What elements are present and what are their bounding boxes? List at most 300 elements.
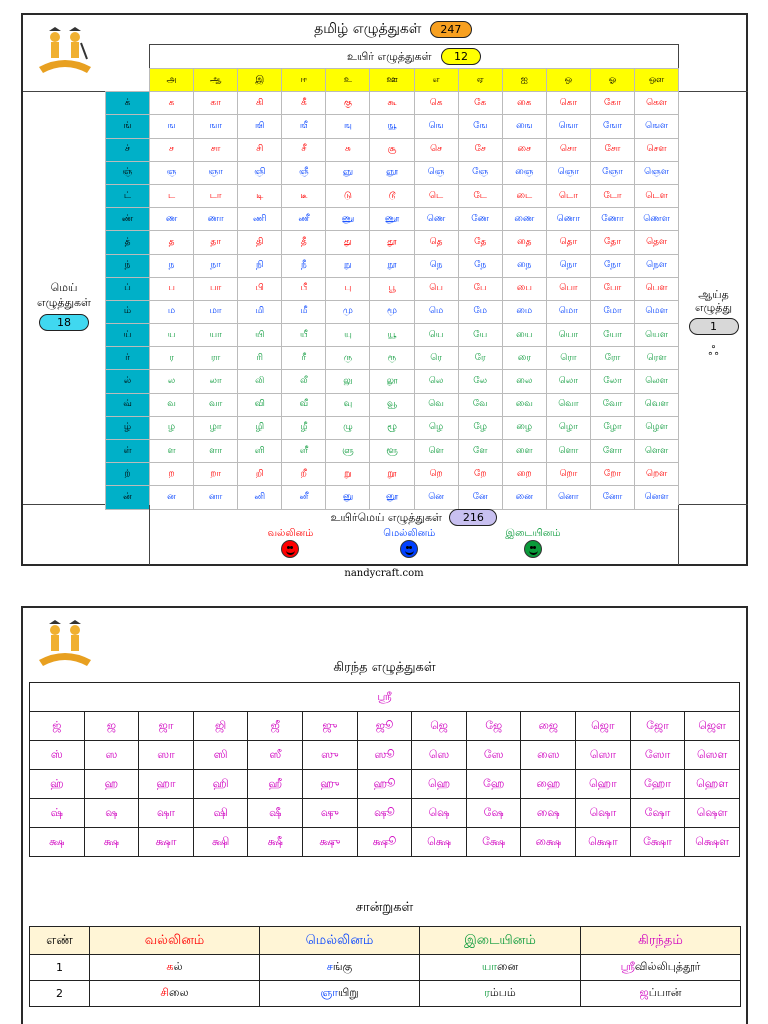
letter-cell: ரு [326,347,370,370]
letter-cell: யௌ [635,324,679,347]
example-highlight: யா [481,960,498,973]
grantha-cell: ஷை [521,799,576,828]
grantha-grid [29,682,740,857]
letter-cell: ரொ [546,347,590,370]
letter-cell: யொ [546,324,590,347]
grantha-cell: ஜூ [357,712,412,741]
grantha-cell: ஜே [466,712,521,741]
letter-cell: டோ [590,184,634,207]
letter-cell: சீ [282,138,326,161]
example-highlight: க [166,960,174,973]
letter-cell: மா [194,300,238,323]
example-word [581,955,741,981]
consonant-row [106,416,679,439]
letter-cell: டீ [282,184,326,207]
grantha-title: கிரந்த எழுத்துகள் [333,660,436,675]
letter-cell: கூ [370,92,414,115]
letter-cell: ழை [502,416,546,439]
consonant-cell: ள் [106,440,150,463]
letter-cell: நூ [370,254,414,277]
letter-cell: னீ [282,486,326,509]
combined-count-badge: 216 [449,509,497,526]
consonant-row [106,463,679,486]
letter-cell: ஞ [150,161,194,184]
letter-cell: ளா [194,440,238,463]
example-rest: ங்கு [332,960,353,973]
example-highlight: ஜ [639,986,649,999]
grantha-cell: ஷூ [357,799,412,828]
letter-cell: னே [458,486,502,509]
chart-title: தமிழ் எழுத்துகள் [314,21,422,37]
letter-cell: மோ [590,300,634,323]
legend-item [505,528,560,558]
letter-cell: ஙி [238,115,282,138]
letter-cell: றெ [414,463,458,486]
grantha-cell: ஜோ [630,712,685,741]
letter-cell: யெ [414,324,458,347]
grantha-cell: ஷ் [30,799,85,828]
letter-cell: ழௌ [635,416,679,439]
letter-cell: நை [502,254,546,277]
letter-cell: றூ [370,463,414,486]
grantha-cell: ஷோ [630,799,685,828]
letter-cell: ணூ [370,208,414,231]
letter-cell: ல [150,370,194,393]
letter-cell: ளை [502,440,546,463]
site-footer: nandycraft.com [344,568,424,579]
letter-cell: டூ [370,184,414,207]
consonant-row [106,115,679,138]
smiley-icon [400,540,418,558]
consonant-row [106,161,679,184]
letter-cell: கெ [414,92,458,115]
letter-cell: வை [502,393,546,416]
grantha-cell: ஹ் [30,770,85,799]
letter-cell: டு [326,184,370,207]
letter-cell: சா [194,138,238,161]
letter-cell: ணோ [590,208,634,231]
vowel-header: ஓ [590,69,634,92]
grantha-cell: ஹா [139,770,194,799]
letter-cell: றி [238,463,282,486]
letter-cell: சூ [370,138,414,161]
grantha-cell: ஹூ [357,770,412,799]
letter-cell: ஞௌ [635,161,679,184]
chart-title-row [293,21,493,39]
letter-cell: ளொ [546,440,590,463]
grantha-sri-cell: ஸ்ரீ [30,683,740,712]
grantha-cell: ஸீ [248,741,303,770]
grantha-cell: ஸொ [576,741,631,770]
letter-cell: ளோ [590,440,634,463]
letter-cell: று [326,463,370,486]
letter-cell: ஙா [194,115,238,138]
letter-cell: மே [458,300,502,323]
letter-cell: தொ [546,231,590,254]
grantha-cell: ஷெ [412,799,467,828]
letter-cell: தௌ [635,231,679,254]
letter-cell: ச [150,138,194,161]
letter-cell: ண [150,208,194,231]
grantha-cell: ஸை [521,741,576,770]
grantha-cell: ஹொ [576,770,631,799]
vowel-header: உ [326,69,370,92]
letter-cell: பெ [414,277,458,300]
letter-cell: தி [238,231,282,254]
examples-table [29,926,741,1007]
letter-cell: ஞே [458,161,502,184]
examples-header: வல்லினம் [90,927,260,955]
letter-cell: ளு [326,440,370,463]
example-word [90,981,260,1007]
example-word [260,955,420,981]
grantha-cell: க்ஷூ [357,828,412,857]
example-rest: லை [169,986,189,999]
letter-cell: கொ [546,92,590,115]
letter-cell: தெ [414,231,458,254]
grantha-cell: ஷு [303,799,358,828]
example-word [90,955,260,981]
consonant-row [106,347,679,370]
letter-cell: மி [238,300,282,323]
grantha-cell: ஜு [303,712,358,741]
example-highlight: ச [326,960,333,973]
consonant-row [106,277,679,300]
consonant-row [106,393,679,416]
vowel-header: ஈ [282,69,326,92]
example-rest: ப்பான் [648,986,682,999]
grantha-cell: க்ஷா [139,828,194,857]
grantha-cell: ஹௌ [685,770,740,799]
combined-section [149,505,679,565]
letter-cell: த [150,231,194,254]
letter-cell: ரீ [282,347,326,370]
vowels-heading [149,44,679,68]
letter-cell: ப [150,277,194,300]
letter-cell: லை [502,370,546,393]
legend-item [267,528,313,558]
examples-header: இடையினம் [420,927,581,955]
grantha-cell: ஜா [139,712,194,741]
letter-cell: சை [502,138,546,161]
letter-cell: டெ [414,184,458,207]
grantha-cell: க்ஷ [30,828,85,857]
letter-cell: பௌ [635,277,679,300]
grantha-cell: ஜொ [576,712,631,741]
letter-cell: ழூ [370,416,414,439]
grantha-cell: ஸெ [412,741,467,770]
letter-cell: ழு [326,416,370,439]
example-highlight: சி [160,986,170,999]
letter-cell: ஙு [326,115,370,138]
consonant-cell: ம் [106,300,150,323]
example-rest: ல் [173,960,183,973]
letter-cell: வே [458,393,502,416]
nandycraft-logo [33,23,97,75]
consonant-cell: ர் [106,347,150,370]
letter-cell: சே [458,138,502,161]
letter-cell: யே [458,324,502,347]
letter-cell: ஙொ [546,115,590,138]
letter-cell: ணொ [546,208,590,231]
grantha-cell: ஷ [84,799,139,828]
letter-cell: றௌ [635,463,679,486]
letter-cell: பொ [546,277,590,300]
letter-cell: து [326,231,370,254]
letter-cell: பூ [370,277,414,300]
letter-cell: ஞூ [370,161,414,184]
letter-cell: ழ [150,416,194,439]
letter-cell: ணு [326,208,370,231]
letter-cell: வ [150,393,194,416]
letter-cell: ள [150,440,194,463]
letter-cell: கீ [282,92,326,115]
grantha-cell: ஜ் [30,712,85,741]
letter-cell: டே [458,184,502,207]
letter-cell: றோ [590,463,634,486]
letter-cell: ஞெ [414,161,458,184]
letter-cell: யை [502,324,546,347]
letter-cell: ம [150,300,194,323]
letter-cell: ரூ [370,347,414,370]
consonant-cell: ஞ் [106,161,150,184]
letter-cell: ளே [458,440,502,463]
letter-cell: வெ [414,393,458,416]
letter-cell: ஙோ [590,115,634,138]
example-word [581,981,741,1007]
letter-cell: ணை [502,208,546,231]
grantha-cell: க்ஷை [521,828,576,857]
grantha-cell: ஜெ [412,712,467,741]
letter-cell: பா [194,277,238,300]
example-highlight: ஸ்ரீ [620,960,635,973]
letter-cell: நா [194,254,238,277]
letter-cell: ளௌ [635,440,679,463]
legend-item [383,528,435,558]
letter-cell: னூ [370,486,414,509]
letter-cell: னு [326,486,370,509]
consonants-title-line1: மெய் [50,281,78,294]
letter-cell: நோ [590,254,634,277]
vowel-header: ஐ [502,69,546,92]
letter-cell: யா [194,324,238,347]
letter-cell: ரௌ [635,347,679,370]
example-highlight: ஞா [320,986,339,999]
consonant-cell: ட் [106,184,150,207]
letter-cell: சோ [590,138,634,161]
letter-cell: வீ [282,393,326,416]
letter-cell: யி [238,324,282,347]
consonant-row [106,92,679,115]
consonant-row [106,184,679,207]
grantha-row [30,741,740,770]
grantha-row [30,712,740,741]
vowel-header: ஒ [546,69,590,92]
grantha-row [30,799,740,828]
legend-label: மெல்லினம் [383,528,436,539]
letter-cell: ஞா [194,161,238,184]
letter-cell: வா [194,393,238,416]
letter-cell: பி [238,277,282,300]
example-rest: ம்பம் [489,986,516,999]
grantha-cell: ஸே [466,741,521,770]
smiley-icon [524,540,542,558]
letter-cell: லீ [282,370,326,393]
letter-cell: ஞீ [282,161,326,184]
consonant-cell: வ் [106,393,150,416]
grantha-cell: க்ஷே [466,828,521,857]
letter-cell: லூ [370,370,414,393]
letter-cell: றொ [546,463,590,486]
grantha-cell: ஷே [466,799,521,828]
letter-cell: நி [238,254,282,277]
consonant-row [106,440,679,463]
letter-cell: மை [502,300,546,323]
letter-cell: னெ [414,486,458,509]
aytham-title-line1: ஆய்த [698,288,729,301]
letter-cell: மொ [546,300,590,323]
vowel-header: இ [238,69,282,92]
letter-cell: ஞோ [590,161,634,184]
letter-cell: க [150,92,194,115]
letter-cell: பே [458,277,502,300]
consonant-cell: ங் [106,115,150,138]
consonant-cell: ற் [106,463,150,486]
grantha-cell: க்ஷ [84,828,139,857]
vowel-header: ஆ [194,69,238,92]
letter-cell: ணீ [282,208,326,231]
aytham-letter: ஃ [708,344,719,359]
grantha-cell: ஹெ [412,770,467,799]
letter-cell: ழொ [546,416,590,439]
letter-cell: யூ [370,324,414,347]
letter-cell: நெ [414,254,458,277]
letter-cell: கௌ [635,92,679,115]
consonant-cell: ச் [106,138,150,161]
grantha-cell: ஜ [84,712,139,741]
letter-cell: வு [326,393,370,416]
consonant-cell: ப் [106,277,150,300]
letter-cell: றா [194,463,238,486]
grantha-cell: க்ஷோ [630,828,685,857]
letter-cell: றீ [282,463,326,486]
vowel-header: அ [150,69,194,92]
letter-cell: னௌ [635,486,679,509]
vowel-header: ஔ [635,69,679,92]
grantha-cell: ஜை [521,712,576,741]
consonants-count-badge: 18 [39,314,89,331]
example-highlight: ர [484,986,490,999]
letter-cell: ழீ [282,416,326,439]
letter-cell: வி [238,393,282,416]
letter-cell: ஙூ [370,115,414,138]
example-number: 1 [30,955,90,981]
letter-cell: னோ [590,486,634,509]
consonant-row [106,231,679,254]
letter-cell: தை [502,231,546,254]
aytham-title-line2: எழுத்து [694,301,733,314]
grantha-cell: க்ஷெ [412,828,467,857]
consonant-cell: க் [106,92,150,115]
letter-cell: ணா [194,208,238,231]
grantha-cell: க்ஷௌ [685,828,740,857]
grantha-cell: ஸௌ [685,741,740,770]
legend-label: இடையினம் [505,528,561,539]
letter-cell: ஙே [458,115,502,138]
grantha-cell: க்ஷீ [248,828,303,857]
grantha-cell: ஹி [193,770,248,799]
letter-cell: சி [238,138,282,161]
grantha-sri-row [30,683,740,712]
grantha-cell: ஸோ [630,741,685,770]
grantha-cell: க்ஷு [303,828,358,857]
examples-header: கிரந்தம் [581,927,741,955]
letter-cell: லொ [546,370,590,393]
letter-cell: மு [326,300,370,323]
grantha-cell: ஸூ [357,741,412,770]
letter-cell: ழா [194,416,238,439]
consonant-cell: ன் [106,486,150,509]
letter-cell: ணி [238,208,282,231]
letter-cell: னை [502,486,546,509]
grantha-cell: க்ஷொ [576,828,631,857]
vowels-count-badge: 12 [441,48,481,65]
letter-cell: ணெ [414,208,458,231]
letter-cell: ஞொ [546,161,590,184]
consonant-cell: ழ் [106,416,150,439]
consonant-row [106,254,679,277]
letter-cell: ரி [238,347,282,370]
letter-cell: தீ [282,231,326,254]
examples-title: சான்றுகள் [355,900,414,915]
vowel-header: ஏ [458,69,502,92]
letter-cell: ரே [458,347,502,370]
letter-cell: தா [194,231,238,254]
letter-cell: லெ [414,370,458,393]
grantha-cell: ஜௌ [685,712,740,741]
grantha-cell: ஸா [139,741,194,770]
letter-cell: றை [502,463,546,486]
letter-cell: செ [414,138,458,161]
grantha-cell: ஜீ [248,712,303,741]
grantha-cell: ஹை [521,770,576,799]
grantha-cell: ஷி [193,799,248,828]
letter-cell: சௌ [635,138,679,161]
grantha-cell: ஸ [84,741,139,770]
consonant-cell: ண் [106,208,150,231]
grantha-cell: ஹீ [248,770,303,799]
letter-cell: ஞை [502,161,546,184]
grantha-cell: ஷா [139,799,194,828]
letter-cell: ரை [502,347,546,370]
consonant-cell: ந் [106,254,150,277]
letter-cell: பீ [282,277,326,300]
letter-cell: ஙை [502,115,546,138]
letter-cell: தே [458,231,502,254]
examples-row [30,955,741,981]
vowel-header: ஊ [370,69,414,92]
consonant-row [106,208,679,231]
vowels-title: உயிர் எழுத்துகள் [346,50,432,63]
letter-cell: யீ [282,324,326,347]
letter-cell: போ [590,277,634,300]
letter-cell: ளி [238,440,282,463]
letter-cell: கோ [590,92,634,115]
letter-cell: றே [458,463,502,486]
letter-cell: வௌ [635,393,679,416]
total-count-badge: 247 [430,21,472,38]
letter-cell: ன [150,486,194,509]
